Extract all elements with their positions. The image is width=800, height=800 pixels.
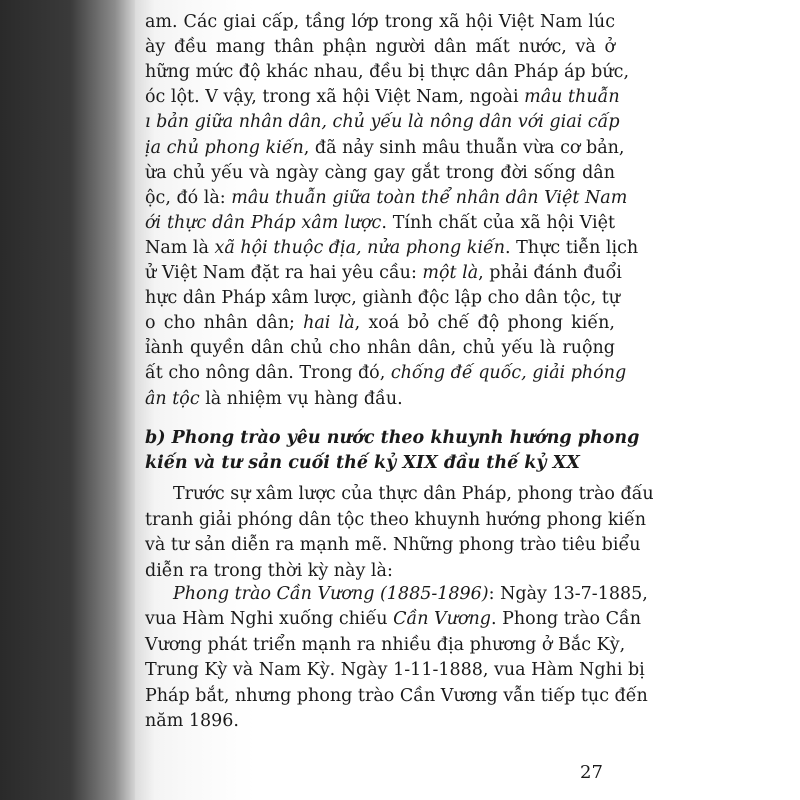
body-text: . Phong trào Cần — [490, 609, 642, 630]
body-text: hực dân Pháp xâm lược, giành độc lập cho dân tộc, tự — [145, 288, 621, 309]
paragraph-1-line — [145, 236, 639, 260]
body-text: năm 1896. — [145, 711, 239, 731]
emphasis-text: Cần Vương — [393, 609, 491, 630]
emphasis-text: ı bản giữa nhân dân, chủ yếu là nông dân với giai cấp — [145, 112, 620, 133]
paragraph-1-line — [145, 85, 620, 109]
body-text: am. Các giai cấp, tầng lớp trong xã hội Việt Nam lúc — [145, 12, 615, 32]
paragraph-1-line — [145, 387, 615, 411]
paragraph-1-line — [145, 261, 622, 285]
body-text: . Tính chất của xã hội Việt — [381, 212, 616, 233]
body-text: diễn ra trong thời kỳ này là: — [145, 560, 393, 581]
emphasis-text: ới thực dân Pháp xâm lược — [145, 212, 382, 233]
paragraph-1-line — [145, 60, 630, 84]
emphasis-text: chống đế quốc, giải phóng — [390, 363, 627, 384]
body-text: . Thực tiễn lịch — [505, 237, 639, 258]
body-text: ỉành quyền dân chủ cho nhân dân, chủ yếu là ruộng — [145, 338, 615, 359]
emphasis-text: mâu thuẫn giữa toàn thể nhân dân Việt Nam — [231, 187, 628, 208]
body-text: Pháp bắt, nhưng phong trào Cần Vương vẫn tiếp tục đến — [145, 685, 648, 706]
body-text: , phải đánh đuổi — [478, 263, 622, 283]
paragraph-1-line — [145, 35, 615, 59]
body-text: vua Hàm Nghi xuống chiếu — [145, 609, 394, 630]
paragraph-1-line — [145, 361, 627, 385]
paragraph-1-line — [145, 211, 615, 235]
paragraph-1-line — [145, 186, 628, 210]
page-number: 27 — [580, 762, 603, 783]
paragraph-2-line — [145, 508, 647, 532]
paragraph-3-line — [145, 607, 642, 631]
body-text: và tư sản diễn ra mạnh mẽ. Những phong trào tiêu biểu — [145, 535, 641, 555]
emphasis-text: ân tộc — [145, 388, 200, 409]
paragraph-2-line — [173, 482, 654, 506]
body-text: Nam là — [145, 237, 215, 258]
body-text: o cho nhân dân; — [145, 313, 304, 334]
emphasis-text: Phong trào Cần Vương (1885-1896) — [173, 584, 489, 604]
emphasis-text: hai là — [303, 313, 355, 334]
paragraph-1-line — [145, 311, 615, 335]
emphasis-text: một là — [422, 263, 479, 283]
body-text: tranh giải phóng dân tộc theo khuynh hướng phong kiến — [145, 509, 647, 530]
body-text: , đã nảy sinh mâu thuẫn vừa cơ bản, — [303, 137, 625, 158]
section-heading-line-1: b) Phong trào yêu nước theo khuynh hướng phong — [145, 428, 640, 448]
body-text: Trung Kỳ và Nam Kỳ. Ngày 1-11-1888, vua Hàm Nghi bị — [145, 660, 645, 681]
body-text: ày đều mang thân phận người dân mất nước, và ở — [145, 37, 615, 58]
section-heading-line-2: kiến và tư sản cuối thế kỷ XIX đầu thế kỷ XX — [145, 453, 580, 473]
paragraph-2-line — [145, 559, 615, 583]
paragraph-1-line — [145, 336, 615, 360]
paragraph-1-line — [145, 286, 621, 310]
emphasis-text: xã hội thuộc địa, nửa phong kiến — [214, 237, 505, 258]
body-text: ử Việt Nam đặt ra hai yêu cầu: — [145, 263, 423, 283]
paragraph-1-line — [145, 10, 615, 34]
body-text: là nhiệm vụ hàng đầu. — [199, 388, 403, 409]
emphasis-text: ịa chủ phong kiến — [145, 137, 304, 158]
paragraph-1-line — [145, 136, 625, 160]
body-text: : Ngày 13-7-1885, — [488, 584, 648, 604]
paragraph-1-line — [145, 161, 615, 185]
body-text: ừa chủ yếu và ngày càng gay gắt trong đời sống dân — [145, 162, 615, 183]
body-text: óc lột. V vậy, trong xã hội Việt Nam, ngoài — [145, 87, 525, 108]
paragraph-2-line — [145, 533, 641, 557]
body-text: hững mức độ khác nhau, đều bị thực dân Pháp áp bức, — [145, 62, 630, 83]
paragraph-3-line — [145, 633, 626, 657]
body-text: ộc, đó là: — [145, 187, 232, 208]
book-spine-shadow — [0, 0, 150, 800]
paragraph-1-line — [145, 110, 620, 134]
body-text: Vương phát triển mạnh ra nhiều địa phương ở Bắc Kỳ, — [145, 634, 626, 655]
body-text: Trước sự xâm lược của thực dân Pháp, phong trào đấu — [173, 484, 654, 504]
paragraph-3-line — [145, 684, 648, 708]
paragraph-3-line — [145, 658, 645, 682]
body-text: , xoá bỏ chế độ phong kiến, — [354, 313, 615, 334]
paragraph-3-line — [145, 709, 615, 733]
body-text: ất cho nông dân. Trong đó, — [145, 363, 391, 384]
emphasis-text: mâu thuẫn — [524, 87, 620, 108]
paragraph-3-line — [173, 582, 648, 606]
